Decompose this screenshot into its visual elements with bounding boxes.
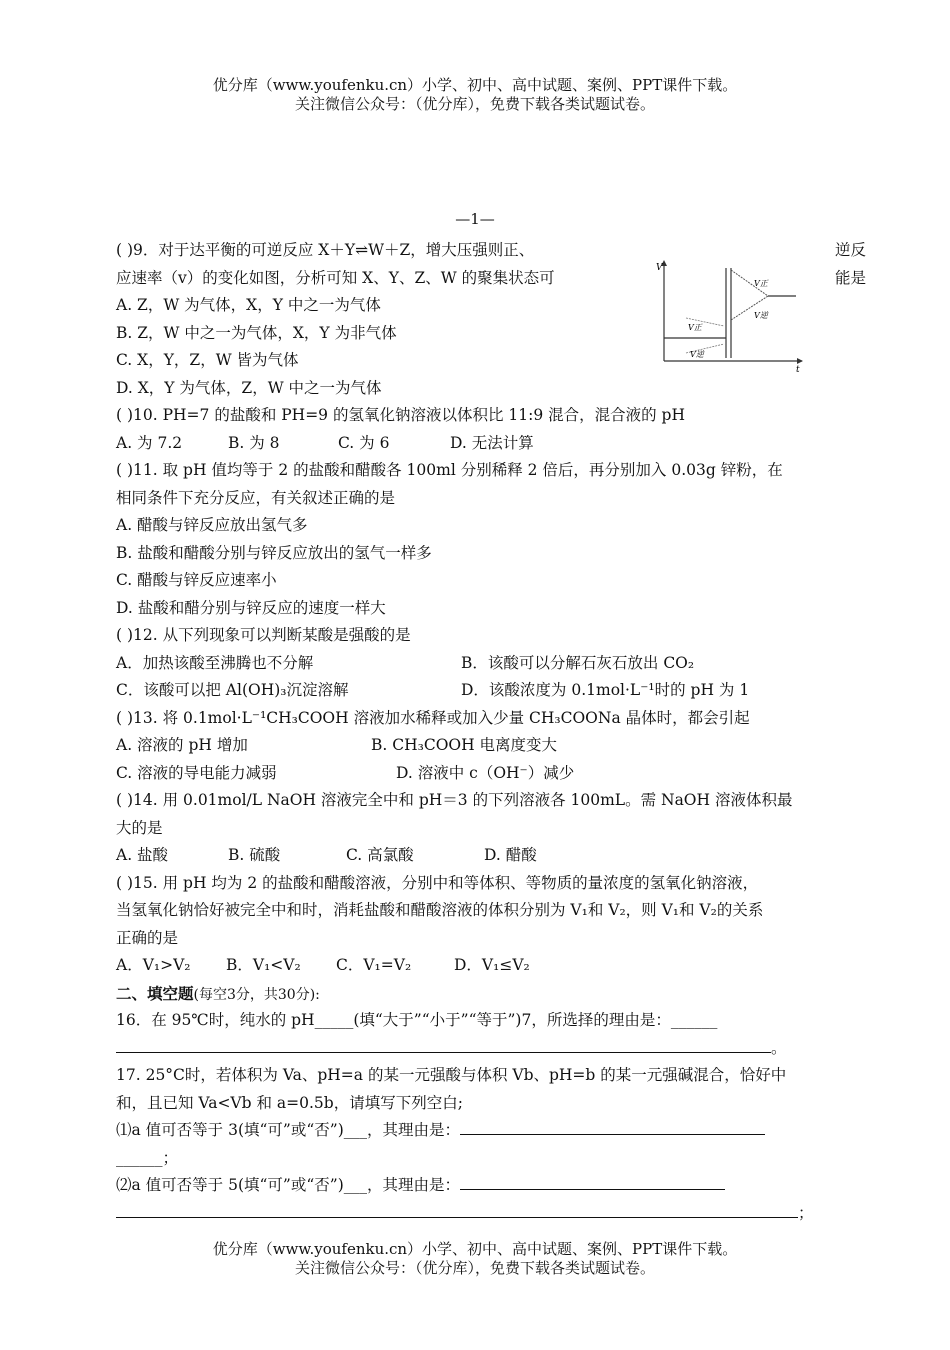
q12-options-row-2 xyxy=(116,677,876,705)
section-2-title: 二、填空题 xyxy=(116,983,194,1003)
q9-stem-1: ( )9．对于达平衡的可逆反应 X＋Y⇌W＋Z，增大压强则正、 xyxy=(116,241,535,259)
q10-stem: ( )10. PH=7 的盐酸和 PH=9 的氢氧化钠溶液以体积比 11:9 混合，混合液的 pH xyxy=(116,406,685,424)
q9-option-b: B. Z，W 中之一为气体，X，Y 为非气体 xyxy=(116,323,397,342)
q17-part-2-end: ； xyxy=(798,1203,814,1222)
q14-options xyxy=(116,842,876,870)
q11-option-c: C. 醋酸与锌反应速率小 xyxy=(116,571,277,589)
q13-options-row-2 xyxy=(116,760,876,788)
q10-option-b: B. 为 8 xyxy=(228,433,280,452)
q15-stem-1: ( )15. 用 pH 均为 2 的盐酸和醋酸溶液，分别中和等体积、等物质的量浓度的氢氧化钠溶液， xyxy=(116,873,759,892)
q12-option-a: A．加热该酸至沸腾也不分解 xyxy=(116,653,314,672)
q10-option-d: D. 无法计算 xyxy=(450,433,534,452)
q17-part-2-blank-2[interactable] xyxy=(116,1201,798,1218)
q9-stem-2: 应速率（v）的变化如图，分析可知 X、Y、Z、W 的聚集状态可 xyxy=(116,268,555,287)
graph-v-forward-label-left: V正 xyxy=(688,323,702,332)
q15-stem-2: 当氢氧化钠恰好被完全中和时，消耗盐酸和醋酸溶液的体积分别为 V₁和 V₂，则 V₁和 V₂的关系 xyxy=(116,901,764,919)
q16-line-2-end: 。 xyxy=(771,1038,787,1057)
q14-stem-2: 大的是 xyxy=(116,818,163,837)
graph-t-label: t xyxy=(796,365,800,373)
page-number: —1— xyxy=(455,210,495,228)
q17-part-1-blank[interactable] xyxy=(460,1118,765,1135)
q17-stem-2: 和，且已知 Va<Vb 和 a=0.5b，请填写下列空白; xyxy=(116,1093,463,1112)
q17-part-2-cont xyxy=(116,1200,876,1228)
q15-option-d: D．V₁≤V₂ xyxy=(454,956,530,974)
q13-option-b: B. CH₃COOH 电离度变大 xyxy=(371,736,558,754)
q9-stem-1-right: 逆反 xyxy=(834,241,866,259)
graph-v-reverse-label-left: V逆 xyxy=(690,350,704,359)
q17-part-2 xyxy=(116,1172,876,1200)
q17-part-1-cont: ______； xyxy=(116,1148,179,1167)
q12-option-c: C．该酸可以把 Al(OH)₃沉淀溶解 xyxy=(116,681,349,699)
q15-stem-3: 正确的是 xyxy=(116,928,179,947)
q9-option-a: A. Z，W 为气体，X，Y 中之一为气体 xyxy=(116,296,381,314)
q12-option-b: B．该酸可以分解石灰石放出 CO₂ xyxy=(461,653,695,672)
q12-stem: ( )12. 从下列现象可以判断某酸是强酸的是 xyxy=(116,626,411,644)
q15-option-a: A．V₁>V₂ xyxy=(116,956,191,974)
q17-part-2-text: ⑵a 值可否等于 5(填“可”或“否”)___，其理由是： xyxy=(116,1176,460,1194)
q11-option-d: D. 盐酸和醋分别与锌反应的速度一样大 xyxy=(116,598,386,617)
q9-option-c: C. X，Y，Z，W 皆为气体 xyxy=(116,351,299,369)
q9-line-2 xyxy=(116,265,876,293)
q13-options-row-1 xyxy=(116,732,876,760)
header-line-2: 关注微信公众号：（优分库），免费下载各类试题试卷。 xyxy=(294,95,655,113)
q11-option-a: A. 醋酸与锌反应放出氢气多 xyxy=(116,516,308,534)
section-2-note: (每空3分，共30分): xyxy=(193,986,320,1003)
q12-option-d: D．该酸浓度为 0.1mol·L⁻¹时的 pH 为 1 xyxy=(461,681,750,699)
q10-option-a: A. 为 7.2 xyxy=(116,433,183,452)
q14-option-c: C. 高氯酸 xyxy=(346,846,414,864)
footer-line-1: 优分库（www.youfenku.cn）小学、初中、高中试题、案例、PPT课件下载。 xyxy=(212,1240,738,1258)
header-line-1: 优分库（www.youfenku.cn）小学、初中、高中试题、案例、PPT课件下载。 xyxy=(212,76,738,94)
q13-option-a: A. 溶液的 pH 增加 xyxy=(116,736,248,754)
q14-stem-1: ( )14. 用 0.01mol/L NaOH 溶液完全中和 pH＝3 的下列溶液各 100mL。需 NaOH 溶液体积最 xyxy=(116,791,793,809)
q17-stem-1: 17. 25°C时，若体积为 Va、pH=a 的某一元强酸与体积 Vb、pH=b 的某一元强碱混合，恰好中 xyxy=(116,1066,787,1084)
q9-option-d: D. X，Y 为气体，Z，W 中之一为气体 xyxy=(116,378,382,397)
q11-option-b: B. 盐酸和醋酸分别与锌反应放出的氢气一样多 xyxy=(116,543,432,562)
q14-option-a: A. 盐酸 xyxy=(116,846,169,864)
q9-stem-2-right: 能是 xyxy=(834,268,866,287)
q10-option-c: C. 为 6 xyxy=(338,433,390,452)
q9-line-1 xyxy=(116,237,876,265)
q11-stem-2: 相同条件下充分反应，有关叙述正确的是 xyxy=(116,488,396,507)
exam-content xyxy=(116,237,876,1227)
section-2-heading xyxy=(116,980,876,1008)
q12-options-row-1 xyxy=(116,650,876,678)
q17-part-1 xyxy=(116,1117,876,1145)
footer-line-2: 关注微信公众号：（优分库），免费下载各类试题试卷。 xyxy=(294,1259,655,1277)
q13-option-c: C. 溶液的导电能力减弱 xyxy=(116,763,277,782)
q14-option-d: D. 醋酸 xyxy=(484,846,537,864)
q15-option-b: B．V₁<V₂ xyxy=(226,956,301,974)
q10-options xyxy=(116,430,876,458)
q14-option-b: B. 硫酸 xyxy=(228,846,281,864)
q15-option-c: C．V₁=V₂ xyxy=(336,956,412,974)
q17-part-1-text: ⑴a 值可否等于 3(填“可”或“否”)___，其理由是： xyxy=(116,1121,460,1139)
page-footer xyxy=(0,1240,950,1278)
graph-v-label: V xyxy=(656,263,663,273)
graph-v-reverse-label-right: V逆 xyxy=(754,311,768,320)
page-header xyxy=(0,76,950,114)
q11-stem-1: ( )11. 取 pH 值均等于 2 的盐酸和醋酸各 100ml 分别稀释 2 倍后，再分别加入 0.03g 锌粉，在 xyxy=(116,461,783,479)
q13-option-d: D. 溶液中 c（OH⁻）减少 xyxy=(396,763,575,782)
q16-answer-blank[interactable] xyxy=(116,1036,771,1053)
q17-part-2-blank[interactable] xyxy=(460,1173,725,1190)
q13-stem: ( )13. 将 0.1mol·L⁻¹CH₃COOH 溶液加水稀释或加入少量 CH₃COONa 晶体时，都会引起 xyxy=(116,708,750,727)
q16-line-1: 16．在 95℃时，纯水的 pH_____(填“大于”“小于”“等于”)7，所选择的理由是：______ xyxy=(116,1011,718,1029)
q15-options xyxy=(116,952,876,980)
q16-line-2 xyxy=(116,1035,876,1063)
graph-v-forward-label-right: V正 xyxy=(754,279,768,288)
